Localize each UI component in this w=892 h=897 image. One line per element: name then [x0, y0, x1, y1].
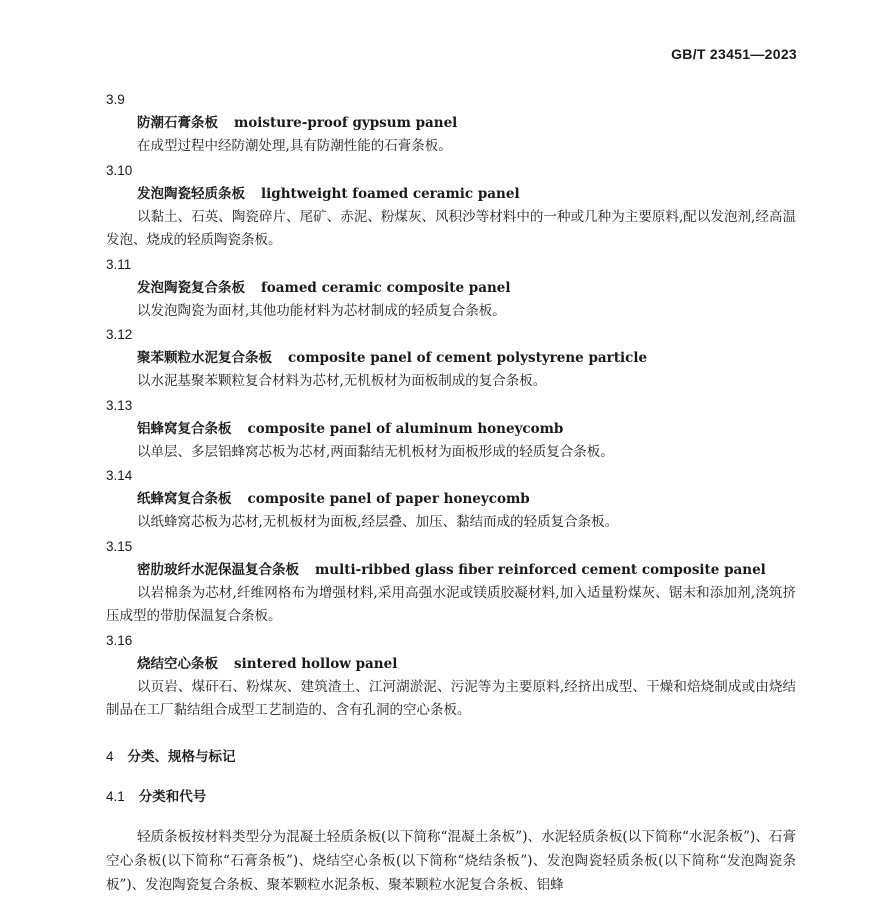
- term-definition: 以页岩、煤矸石、粉煤灰、建筑渣土、江河湖淤泥、污泥等为主要原料,经挤出成型、干燥和焙烧制成或由烧结制品在工厂黏结组合成型工艺制造的、含有孔洞的空心条板。: [106, 678, 796, 718]
- term-english: lightweight foamed ceramic panel: [261, 185, 520, 202]
- term-chinese: 防潮石膏条板: [137, 115, 218, 131]
- term-definition: 在成型过程中经防潮处理,具有防潮性能的石膏条板。: [137, 138, 452, 154]
- term-chinese: 烧结空心条板: [137, 655, 218, 672]
- term-entries: [106, 88, 796, 723]
- term-definition: 以纸蜂窝芯板为芯材,无机板材为面板,经层叠、加压、黏结而成的轻质复合条板。: [137, 514, 619, 530]
- term-english: foamed ceramic composite panel: [261, 279, 511, 296]
- term-english: composite panel of paper honeycomb: [247, 491, 530, 507]
- term-number: 3.15: [106, 538, 133, 554]
- term-definition: 以单层、多层铝蜂窝芯板为芯材,两面黏结无机板材为面板形成的轻质复合条板。: [137, 443, 614, 460]
- term-chinese: 发泡陶瓷轻质条板: [137, 185, 245, 202]
- term-entry: [106, 535, 796, 629]
- term-entry: [106, 464, 796, 535]
- term-chinese: 发泡陶瓷复合条板: [137, 279, 245, 296]
- term-number: 3.10: [106, 162, 133, 178]
- term-chinese: 聚苯颗粒水泥复合条板: [137, 350, 272, 366]
- standard-code: GB/T 23451—2023: [671, 46, 797, 62]
- subsection-title: 分类和代号: [138, 788, 207, 805]
- term-title: [106, 487, 796, 511]
- term-number: 3.16: [106, 632, 133, 648]
- term-title: [106, 652, 796, 676]
- term-title: [106, 558, 796, 582]
- term-english: composite panel of aluminum honeycomb: [247, 420, 564, 437]
- term-definition: 以发泡陶瓷为面材,其他功能材料为芯材制成的轻质复合条板。: [137, 302, 506, 319]
- document-body: [106, 88, 796, 897]
- term-english: sintered hollow panel: [234, 655, 398, 672]
- term-chinese: 密肋玻纤水泥保温复合条板: [137, 561, 299, 578]
- term-chinese: 铝蜂窝复合条板: [137, 420, 232, 437]
- term-number: 3.14: [106, 468, 133, 483]
- term-english: composite panel of cement polystyrene particle: [288, 350, 648, 366]
- term-definition: 以黏土、石英、陶瓷碎片、尾矿、赤泥、粉煤灰、风积沙等材料中的一种或几种为主要原料,配以发泡剂,经高温发泡、烧成的轻质陶瓷条板。: [106, 208, 796, 248]
- term-number: 3.9: [106, 92, 125, 107]
- term-title: [106, 276, 796, 300]
- term-entry: [106, 88, 796, 159]
- section-title: 分类、规格与标记: [127, 748, 236, 765]
- term-entry: [106, 629, 796, 723]
- section-heading: [106, 745, 796, 769]
- term-title: [106, 346, 796, 370]
- term-english: multi-ribbed glass fiber reinforced cement composite panel: [315, 561, 766, 578]
- term-number: 3.13: [106, 397, 133, 413]
- term-title: [106, 182, 796, 206]
- term-entry: [106, 253, 796, 324]
- term-chinese: 纸蜂窝复合条板: [137, 491, 232, 507]
- term-number: 3.12: [106, 327, 133, 342]
- term-title: [106, 111, 796, 135]
- term-entry: [106, 394, 796, 465]
- term-title: [106, 417, 796, 441]
- classification-paragraph: 轻质条板按材料类型分为混凝土轻质条板(以下简称“混凝土条板”)、水泥轻质条板(以下简称“水泥条板”)、石膏空心条板(以下简称“石膏条板”)、烧结空心条板(以下简称“烧结条板”)、发泡陶瓷轻质条板(以下简称“发泡陶瓷条板”)、发泡陶瓷复合条板、聚苯颗粒水泥条板、聚苯颗粒水泥复合条板、铝蜂: [106, 828, 796, 893]
- subsection-number: 4.1: [106, 788, 125, 804]
- term-definition: 以水泥基聚苯颗粒复合材料为芯材,无机板材为面板制成的复合条板。: [137, 373, 547, 389]
- term-entry: [106, 323, 796, 394]
- section-number: 4: [106, 748, 114, 764]
- term-entry: [106, 159, 796, 253]
- term-english: moisture-proof gypsum panel: [234, 115, 458, 131]
- subsection-heading: [106, 785, 796, 809]
- term-definition: 以岩棉条为芯材,纤维网格布为增强材料,采用高强水泥或镁质胶凝材料,加入适量粉煤灰、锯末和添加剂,浇筑挤压成型的带肋保温复合条板。: [106, 584, 796, 624]
- term-number: 3.11: [106, 256, 132, 272]
